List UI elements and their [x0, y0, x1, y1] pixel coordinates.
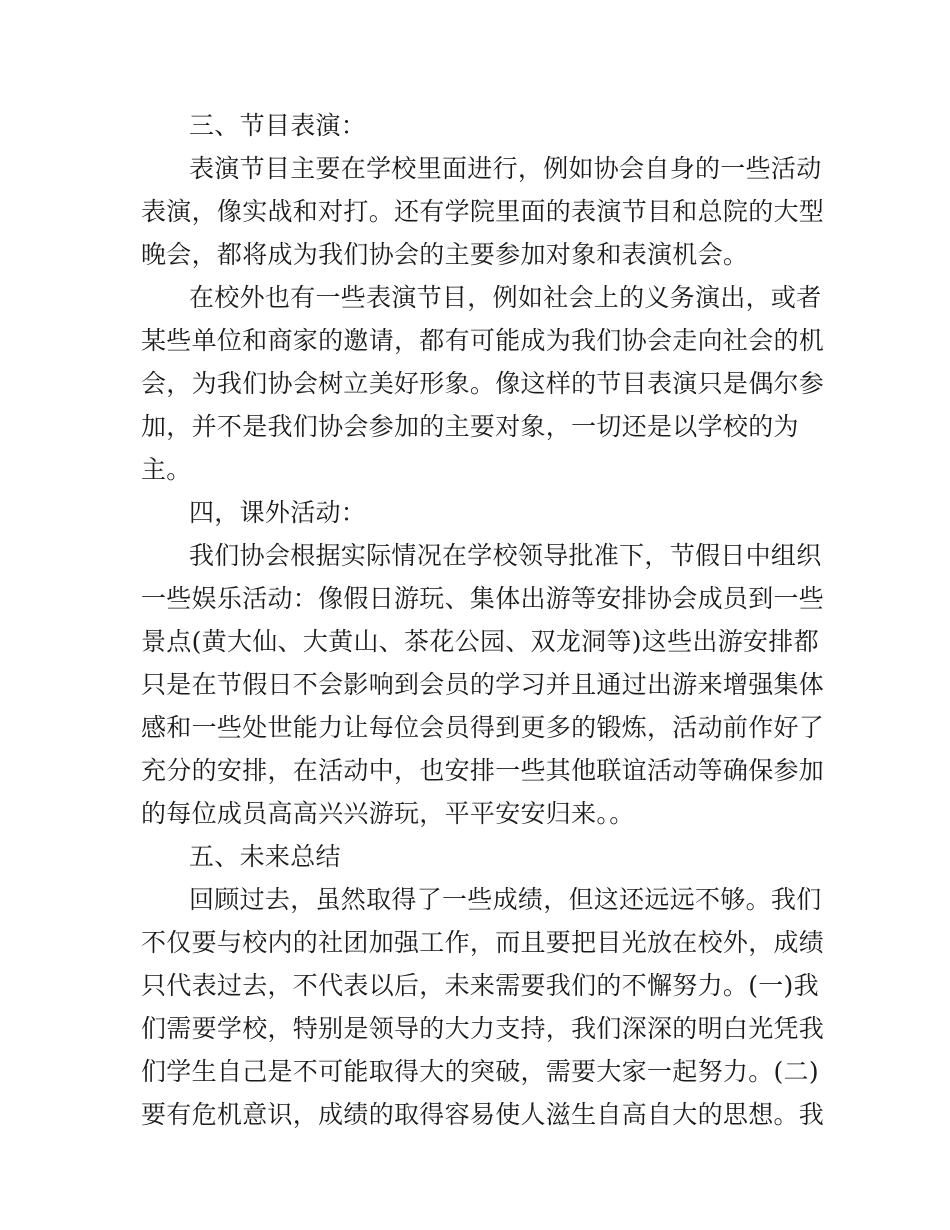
paragraph-line: 会，为我们协会树立美好形象。像这样的节目表演只是偶尔参 — [141, 369, 825, 398]
paragraph-line: 加，并不是我们协会参加的主要对象，一切还是以学校的为 — [141, 412, 799, 441]
paragraph-line: 们需要学校，特别是领导的大力支持，我们深深的明白光凭我 — [141, 1014, 825, 1043]
paragraph-line: 回顾过去，虽然取得了一些成绩，但这还远远不够。我们 — [189, 885, 822, 914]
paragraph-line: 在校外也有一些表演节目，例如社会上的义务演出，或者 — [189, 283, 822, 312]
paragraph-line: 景点(黄大仙、大黄山、茶花公园、双龙洞等)这些出游安排都 — [141, 627, 819, 656]
paragraph-line: 表演，像实战和对打。还有学院里面的表演节目和总院的大型 — [141, 197, 825, 226]
paragraph-line: 我们协会根据实际情况在学校领导批准下，节假日中组织 — [189, 541, 822, 570]
paragraph-line: 表演节目主要在学校里面进行，例如协会自身的一些活动 — [189, 154, 822, 183]
paragraph-line: 感和一些处世能力让每位会员得到更多的锻炼，活动前作好了 — [141, 713, 825, 742]
heading-extracurricular: 四，课外活动： — [189, 498, 367, 527]
heading-program-performance: 三、节目表演： — [189, 111, 367, 140]
paragraph-line: 主。 — [141, 455, 192, 484]
paragraph-line: 不仅要与校内的社团加强工作，而且要把目光放在校外，成绩 — [141, 928, 825, 957]
paragraph-line: 的每位成员高高兴兴游玩，平平安安归来。。 — [141, 799, 635, 828]
heading-future-summary: 五、未来总结 — [189, 842, 341, 871]
paragraph-line: 充分的安排，在活动中，也安排一些其他联谊活动等确保参加 — [141, 756, 825, 785]
paragraph-line: 晚会，都将成为我们协会的主要参加对象和表演机会。 — [141, 240, 749, 269]
paragraph-line: 某些单位和商家的邀请，都有可能成为我们协会走向社会的机 — [141, 326, 825, 355]
paragraph-line: 一些娱乐活动：像假日游玩、集体出游等安排协会成员到一些 — [141, 584, 825, 613]
paragraph-line: 要有危机意识，成绩的取得容易使人滋生自高自大的思想。我 — [141, 1100, 825, 1129]
paragraph-line: 只代表过去，不代表以后，未来需要我们的不懈努力。(一)我 — [141, 971, 819, 1000]
paragraph-line: 们学生自己是不可能取得大的突破，需要大家一起努力。(二) — [141, 1057, 819, 1086]
paragraph-line: 只是在节假日不会影响到会员的学习并且通过出游来增强集体 — [141, 670, 825, 699]
